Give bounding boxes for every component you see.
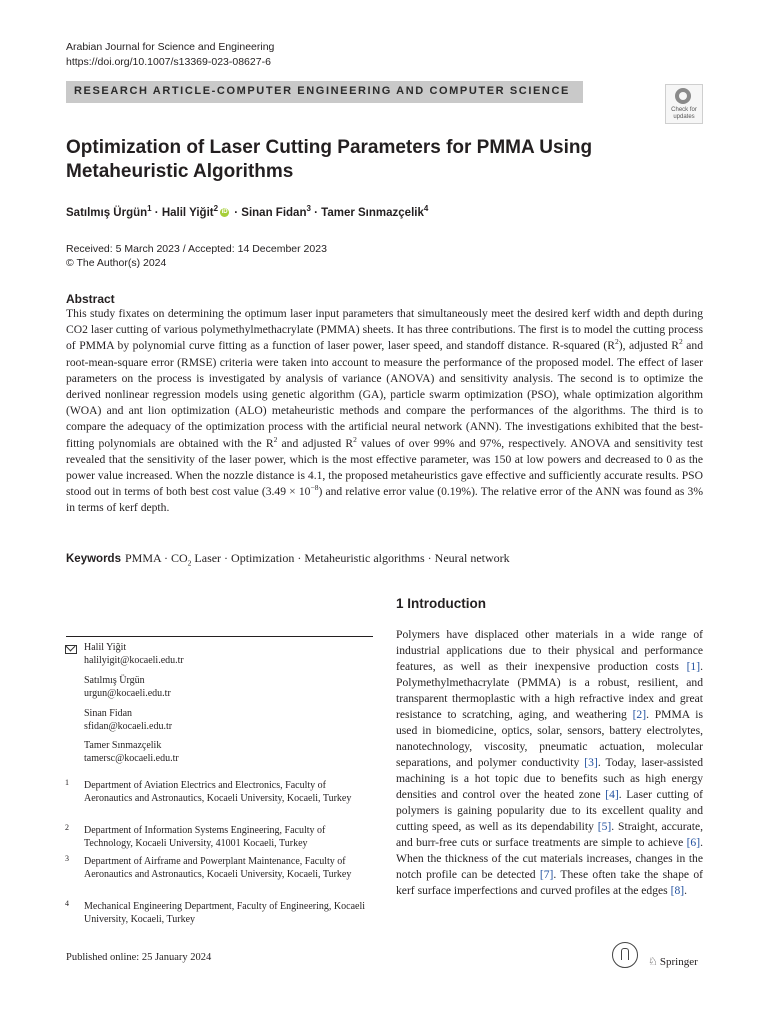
published-online-date: Published online: 25 January 2024 [66,952,212,963]
intro-text: . Straight, accurate, and burr-free cuts or surface treatments are simple to achieve [396,820,704,849]
publisher-logo [648,955,698,968]
citation-link[interactable]: [8] [670,884,685,897]
abstract-text-part: ) and relative error value (0.19%). The relative error of the ANN was found as 3% in terms of kerf depth. [66,485,704,515]
intro-text: . PMMA is used in biomedicine, optics, solar, sensors, battery electrolytes, nanotechnology, viscosity, pneumatic actuation, molecular separations, and polymer conductivity [396,708,703,769]
superscript: 2 [353,434,357,444]
check-updates-line2: updates [673,114,695,120]
intro-text: . Today, laser-assisted machining is a hot topic due to benefits such as high energy densities and control over the heated zone [396,756,703,801]
received-accepted-dates: Received: 5 March 2023 / Accepted: 14 December 2023 [66,243,327,255]
superscript: −8 [310,483,319,493]
superscript: 2 [678,337,683,347]
citation-link[interactable]: [2] [632,708,647,721]
author-separator: · [310,206,322,219]
section-heading-introduction: 1 Introduction [396,596,486,611]
subscript: 2 [187,558,192,568]
author-name[interactable]: Satılmış Ürgün [66,206,148,219]
springer-emblem-icon [612,942,638,968]
keywords-text: PMMA · CO [124,551,188,565]
orcid-icon[interactable]: iD [221,209,228,216]
intro-text: . Laser cutting of polymers is gaining popularity due to its excellent quality and cutting speed, as well as its dependability [396,788,704,833]
keywords-label: Keywords [66,553,121,565]
abstract-heading: Abstract [66,292,115,306]
affiliation-text: Department of Airframe and Powerplant Maintenance, Faculty of Aeronautics and Astronautics, Kocaeli University, Kocaeli, Turkey [84,856,352,880]
contact-email[interactable]: tamersc@kocaeli.edu.tr [84,753,179,764]
author-affiliation-number: 3 [306,204,311,213]
introduction-paragraph [396,627,703,899]
check-updates-line1: Check for [671,107,697,113]
author-separator: · [231,206,242,219]
author-name[interactable]: Tamer Sınmazçelik [321,206,424,219]
abstract-text-part: values of over 99% and 97%, respectively. ANOVA and sensitivity test revealed that the sensitivity of the laser power, which is the most effective parameter, was 150 at low powers and decreased to 0 as the power value increased. When the nozzle distance is 4.1, the proposed metaheuristics gave effective and sufficiently accurate results. PSO stood out in terms of both best cost value (3.49 × 10 [66,436,703,499]
affiliation-number: 1 [65,778,69,787]
superscript: 2 [273,434,278,444]
journal-name: Arabian Journal for Science and Engineering [66,41,275,53]
affiliation-number: 2 [65,823,69,832]
copyright-notice: © The Author(s) 2024 [66,257,167,269]
abstract-text-part: and adjusted R [277,436,354,450]
doi-link[interactable]: https://doi.org/10.1007/s13369-023-08627-6 [66,56,271,68]
superscript: 2 [614,337,619,347]
contact-email[interactable]: sfidan@kocaeli.edu.tr [84,721,173,732]
intro-text: . [684,884,688,897]
check-updates-icon [675,88,691,104]
affiliation-text: Mechanical Engineering Department, Faculty of Engineering, Kocaeli University, Kocaeli, Turkey [84,901,366,925]
contact-email[interactable]: urgun@kocaeli.edu.tr [84,688,171,699]
keywords-line [66,551,510,566]
citation-link[interactable]: [7] [539,868,554,881]
article-title: Optimization of Laser Cutting Parameters for PMMA Using Metaheuristic Algorithms [66,137,593,182]
author-separator: · [151,206,162,219]
affiliation-number: 3 [65,854,69,863]
citation-link[interactable]: [6] [686,836,701,849]
article-type-label: RESEARCH ARTICLE-COMPUTER ENGINEERING AND COMPUTER SCIENCE [74,85,570,97]
author-name[interactable]: Sinan Fidan [241,206,307,219]
intro-text: . Polymethylmethacrylate (PMMA) is a robust, resilient, and transparent thermoplastic with a high refractive index and great resistance to scratching, aging, and weathering [396,660,703,721]
intro-text: . These often take the shape of kerf surface imperfections and curved profiles at the edges [396,868,703,897]
citation-link[interactable]: [4] [605,788,619,801]
author-list [66,204,428,219]
author-name[interactable]: Halil Yiğit [161,206,214,219]
footnote-rule [66,636,373,637]
intro-text: Polymers have displaced other materials in a wide range of industrial applications due to their physical and performance features, as well as their inexpensive production costs [396,628,703,673]
contact-name: Halil Yiğit [84,642,127,653]
author-affiliation-number: 4 [423,204,429,213]
check-for-updates-badge[interactable] [665,84,703,124]
abstract-text-part: and root-mean-square error (RMSE) criteria were taken into account to measure the performance of the proposed model. The effect of laser parameters on the process is investigated by analysis of variance (ANOVA) and sensitivity analysis. The second is to optimize the derived nonlinear regression models using genetic algorithm (GA), particle swarm optimization (PSO), whale optimization algorithm (WOA) and ant lion optimization (ALO) metaheuristic methods and compare the performances of the algorithms. The third is to compare the adequacy of the optimization process with the artificial neural network (ANN). The investigations exhibited that the best-fitting polynomials are obtained with the R [66,339,703,450]
citation-link[interactable]: [1] [686,660,701,673]
article-type-banner [66,81,583,103]
author-affiliation-number: 1 [147,204,152,213]
intro-text: . When the thickness of the cut materials increases, changes in the notch profile can be detected [396,836,703,881]
affiliation-number: 4 [65,899,69,908]
contact-name: Sinan Fidan [84,708,133,719]
contact-name: Tamer Sınmazçelik [84,740,162,751]
contact-name: Satılmış Ürgün [84,675,145,686]
publisher-name: Springer [659,956,698,968]
affiliation-text: Department of Aviation Electrics and Electronics, Faculty of Aeronautics and Astronautics, Kocaeli University, Kocaeli, Turkey [84,780,352,804]
abstract-text-part: This study fixates on determining the optimum laser input parameters that simultaneously meet the desired kerf width and depth during CO2 laser cutting of various polymethylmethacrylate (PMMA) sheets. It has three contributions. The first is to model the cutting process of PMMA by polynomial curve fitting as a function of laser power, laser speed, and standoff distance. R-squared (R [66,307,703,353]
citation-link[interactable]: [3] [584,756,598,769]
contact-email[interactable]: halilyigit@kocaeli.edu.tr [84,655,184,666]
abstract-text-part: ), adjusted R [618,339,679,353]
springer-horse-icon: ♘ [648,956,658,968]
author-affiliation-number: 2 [213,204,219,213]
abstract-text [66,306,703,517]
keywords-text: Laser · Optimization · Metaheuristic algorithms · Neural network [191,551,510,565]
citation-link[interactable]: [5] [597,820,612,833]
envelope-icon [65,645,77,654]
affiliation-text: Department of Information Systems Engineering, Faculty of Technology, Kocaeli University, 41001 Kocaeli, Turkey [84,825,326,849]
